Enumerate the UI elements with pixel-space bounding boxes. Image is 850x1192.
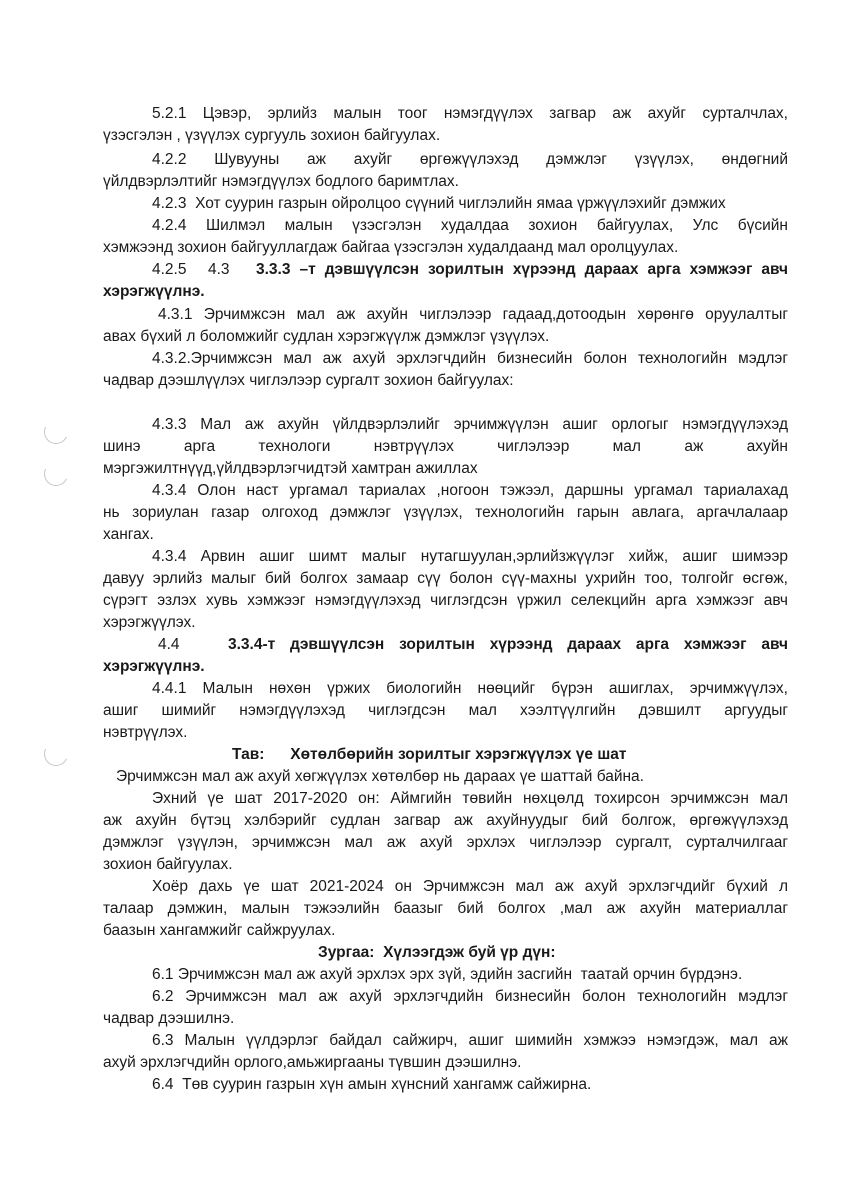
text-line: дэмжлэг үзүүлэн, эрчимжсэн мал аж ахуй эрхлэх чиглэлээр сургалт, сурталчилгааг bbox=[103, 834, 788, 851]
section-heading: хэрэгжүүлнэ. bbox=[103, 283, 205, 300]
punch-hole-mark bbox=[41, 459, 72, 490]
text-line: аж ахуйн бүтэц хэлбэрийг судлан загвар аж ахуйнуудыг бий болгож, өргөжүүлэхэд bbox=[103, 812, 788, 829]
text-line: авах бүхий л боломжийг судлан хэрэгжүүлж дэмжлэг үзүүлэх. bbox=[103, 328, 550, 345]
text-line: 4.2.2 Шувууны аж ахуйг өргөжүүлэхэд дэмжлэг үзүүлэх, өндөгний bbox=[152, 151, 788, 168]
text-line: хангах. bbox=[103, 526, 154, 543]
text-line: нь зориулан газар олгоход дэмжлэг үзүүлэх, технологийн гарын авлага, аргачлалаар bbox=[103, 504, 788, 521]
text-line: талаар дэмжин, малын тэжээлийн баазыг бий болгох ,мал аж ахуйн материаллаг bbox=[103, 900, 788, 917]
text-line: 4.3.4 Олон наст ургамал тариалах ,ногоон тэжээл, даршны ургамал тариалахад bbox=[152, 482, 788, 499]
text-line: чадвар дээшлүүлэх чиглэлээр сургалт зохион байгуулах: bbox=[103, 372, 514, 389]
punch-hole-mark bbox=[41, 417, 72, 448]
text-line: ахуй эрхлэгчдийн орлого,амьжиргааны түвшин дээшилнэ. bbox=[103, 1054, 522, 1071]
text-line: шинэ арга технологи нэвтрүүлэх чиглэлээр мал аж ахуйн bbox=[103, 438, 788, 455]
text-line: 4.2.3 Хот суурин газрын ойролцоо сүүний чиглэлийн ямаа үржүүлэхийг дэмжих bbox=[152, 195, 726, 212]
section-heading: 3.3.3 –т дэвшүүлсэн зорилтын хүрээнд дараах арга хэмжээг авч bbox=[256, 261, 788, 278]
text-line: 6.3 Малын үүлдэрлэг байдал сайжирч, ашиг шимийн хэмжээ нэмэгдэж, мал аж bbox=[152, 1032, 788, 1049]
text-line: баазын хангамжийг сайжруулах. bbox=[103, 922, 336, 939]
text-line: Эхний үе шат 2017-2020 он: Аймгийн төвийн нөхцөлд тохирсон эрчимжсэн мал bbox=[152, 790, 788, 807]
text-line: зохион байгуулах. bbox=[103, 856, 233, 873]
text-line: 6.4 Төв суурин газрын хүн амын хүнсний хангамж сайжирна. bbox=[152, 1076, 592, 1093]
text-line: хэмжээнд зохион байгууллагдаж байгаа үзэсгэлэн худалдаанд мал оролцуулах. bbox=[103, 239, 679, 256]
text-line: 6.2 Эрчимжсэн мал аж ахуй эрхлэгчдийн бизнесийн болон технологийн мэдлэг bbox=[152, 988, 788, 1005]
text-line: чадвар дээшилнэ. bbox=[103, 1010, 235, 1027]
text-line: Эрчимжсэн мал аж ахуй хөгжүүлэх хөтөлбөр нь дараах үе шаттай байна. bbox=[116, 768, 644, 785]
text-line: нэвтрүүлэх. bbox=[103, 724, 188, 741]
punch-hole-mark bbox=[41, 739, 72, 770]
section-number: 4.4 bbox=[158, 636, 180, 653]
text-line: хэрэгжүүлэх. bbox=[103, 614, 196, 631]
text-line: 4.3.3 Мал аж ахуйн үйлдвэрлэлийг эрчимжүүлэн ашиг орлогыг нэмэгдүүлэхэд bbox=[152, 416, 788, 433]
text-line: үзэсгэлэн , үзүүлэх сургууль зохион байгуулах. bbox=[103, 127, 441, 144]
text-line: ашиг шимийг нэмэгдүүлэхэд чиглэгдсэн мал хээлтүүлгийн дэвшилт аргуудыг bbox=[103, 702, 788, 719]
chapter-title: Тав: Хөтөлбөрийн зорилтыг хэрэгжүүлэх үе шат bbox=[232, 746, 627, 763]
text-line: 4.2.4 Шилмэл малын үзэсгэлэн худалдаа зохион байгуулах, Улс бүсийн bbox=[152, 217, 788, 234]
text-line: 4.3.2.Эрчимжсэн мал аж ахуй эрхлэгчдийн бизнесийн болон технологийн мэдлэг bbox=[152, 350, 788, 367]
chapter-title: Зургаа: Хүлээгдэж буй үр дүн: bbox=[318, 944, 556, 961]
text-line: 6.1 Эрчимжсэн мал аж ахуй эрхлэх эрх зүй, эдийн засгийн таатай орчин бүрдэнэ. bbox=[152, 966, 743, 983]
text-line: 5.2.1 Цэвэр, эрлийз малын тоог нэмэгдүүлэх загвар аж ахуйг сурталчлах, bbox=[152, 105, 788, 122]
section-heading: хэрэгжүүлнэ. bbox=[103, 658, 205, 675]
text-line: сүрэгт эзлэх хувь хэмжээг нэмэгдүүлэхэд чиглэгдсэн үржил селекцийн арга хэмжээг авч bbox=[103, 592, 788, 609]
section-number: 4.2.5 4.3 bbox=[152, 261, 230, 278]
text-line: 4.3.1 Эрчимжсэн мал аж ахуйн чиглэлээр гадаад,дотоодын хөрөнгө оруулалтыг bbox=[158, 306, 788, 323]
section-heading: 3.3.4-т дэвшүүлсэн зорилтын хүрээнд дараах арга хэмжээг авч bbox=[228, 636, 788, 653]
text-line: 4.4.1 Малын нөхөн үржих биологийн нөөцийг бүрэн ашиглах, эрчимжүүлэх, bbox=[152, 680, 788, 697]
text-line: үйлдвэрлэлтийг нэмэгдүүлэх бодлого баримтлах. bbox=[103, 173, 459, 190]
text-line: давуу эрлийз малыг бий болгох замаар сүү болон сүү-махны ухрийн тоо, толгойг өсгөж, bbox=[103, 570, 788, 587]
text-line: мэргэжилтнүүд,үйлдвэрлэгчидтэй хамтран ажиллах bbox=[103, 460, 478, 477]
text-line: 4.3.4 Арвин ашиг шимт малыг нутагшуулан,эрлийзжүүлэг хийж, ашиг шимээр bbox=[152, 548, 788, 565]
text-line: Хоёр дахь үе шат 2021-2024 он Эрчимжсэн мал аж ахуй эрхлэгчдийг бүхий л bbox=[152, 878, 788, 895]
